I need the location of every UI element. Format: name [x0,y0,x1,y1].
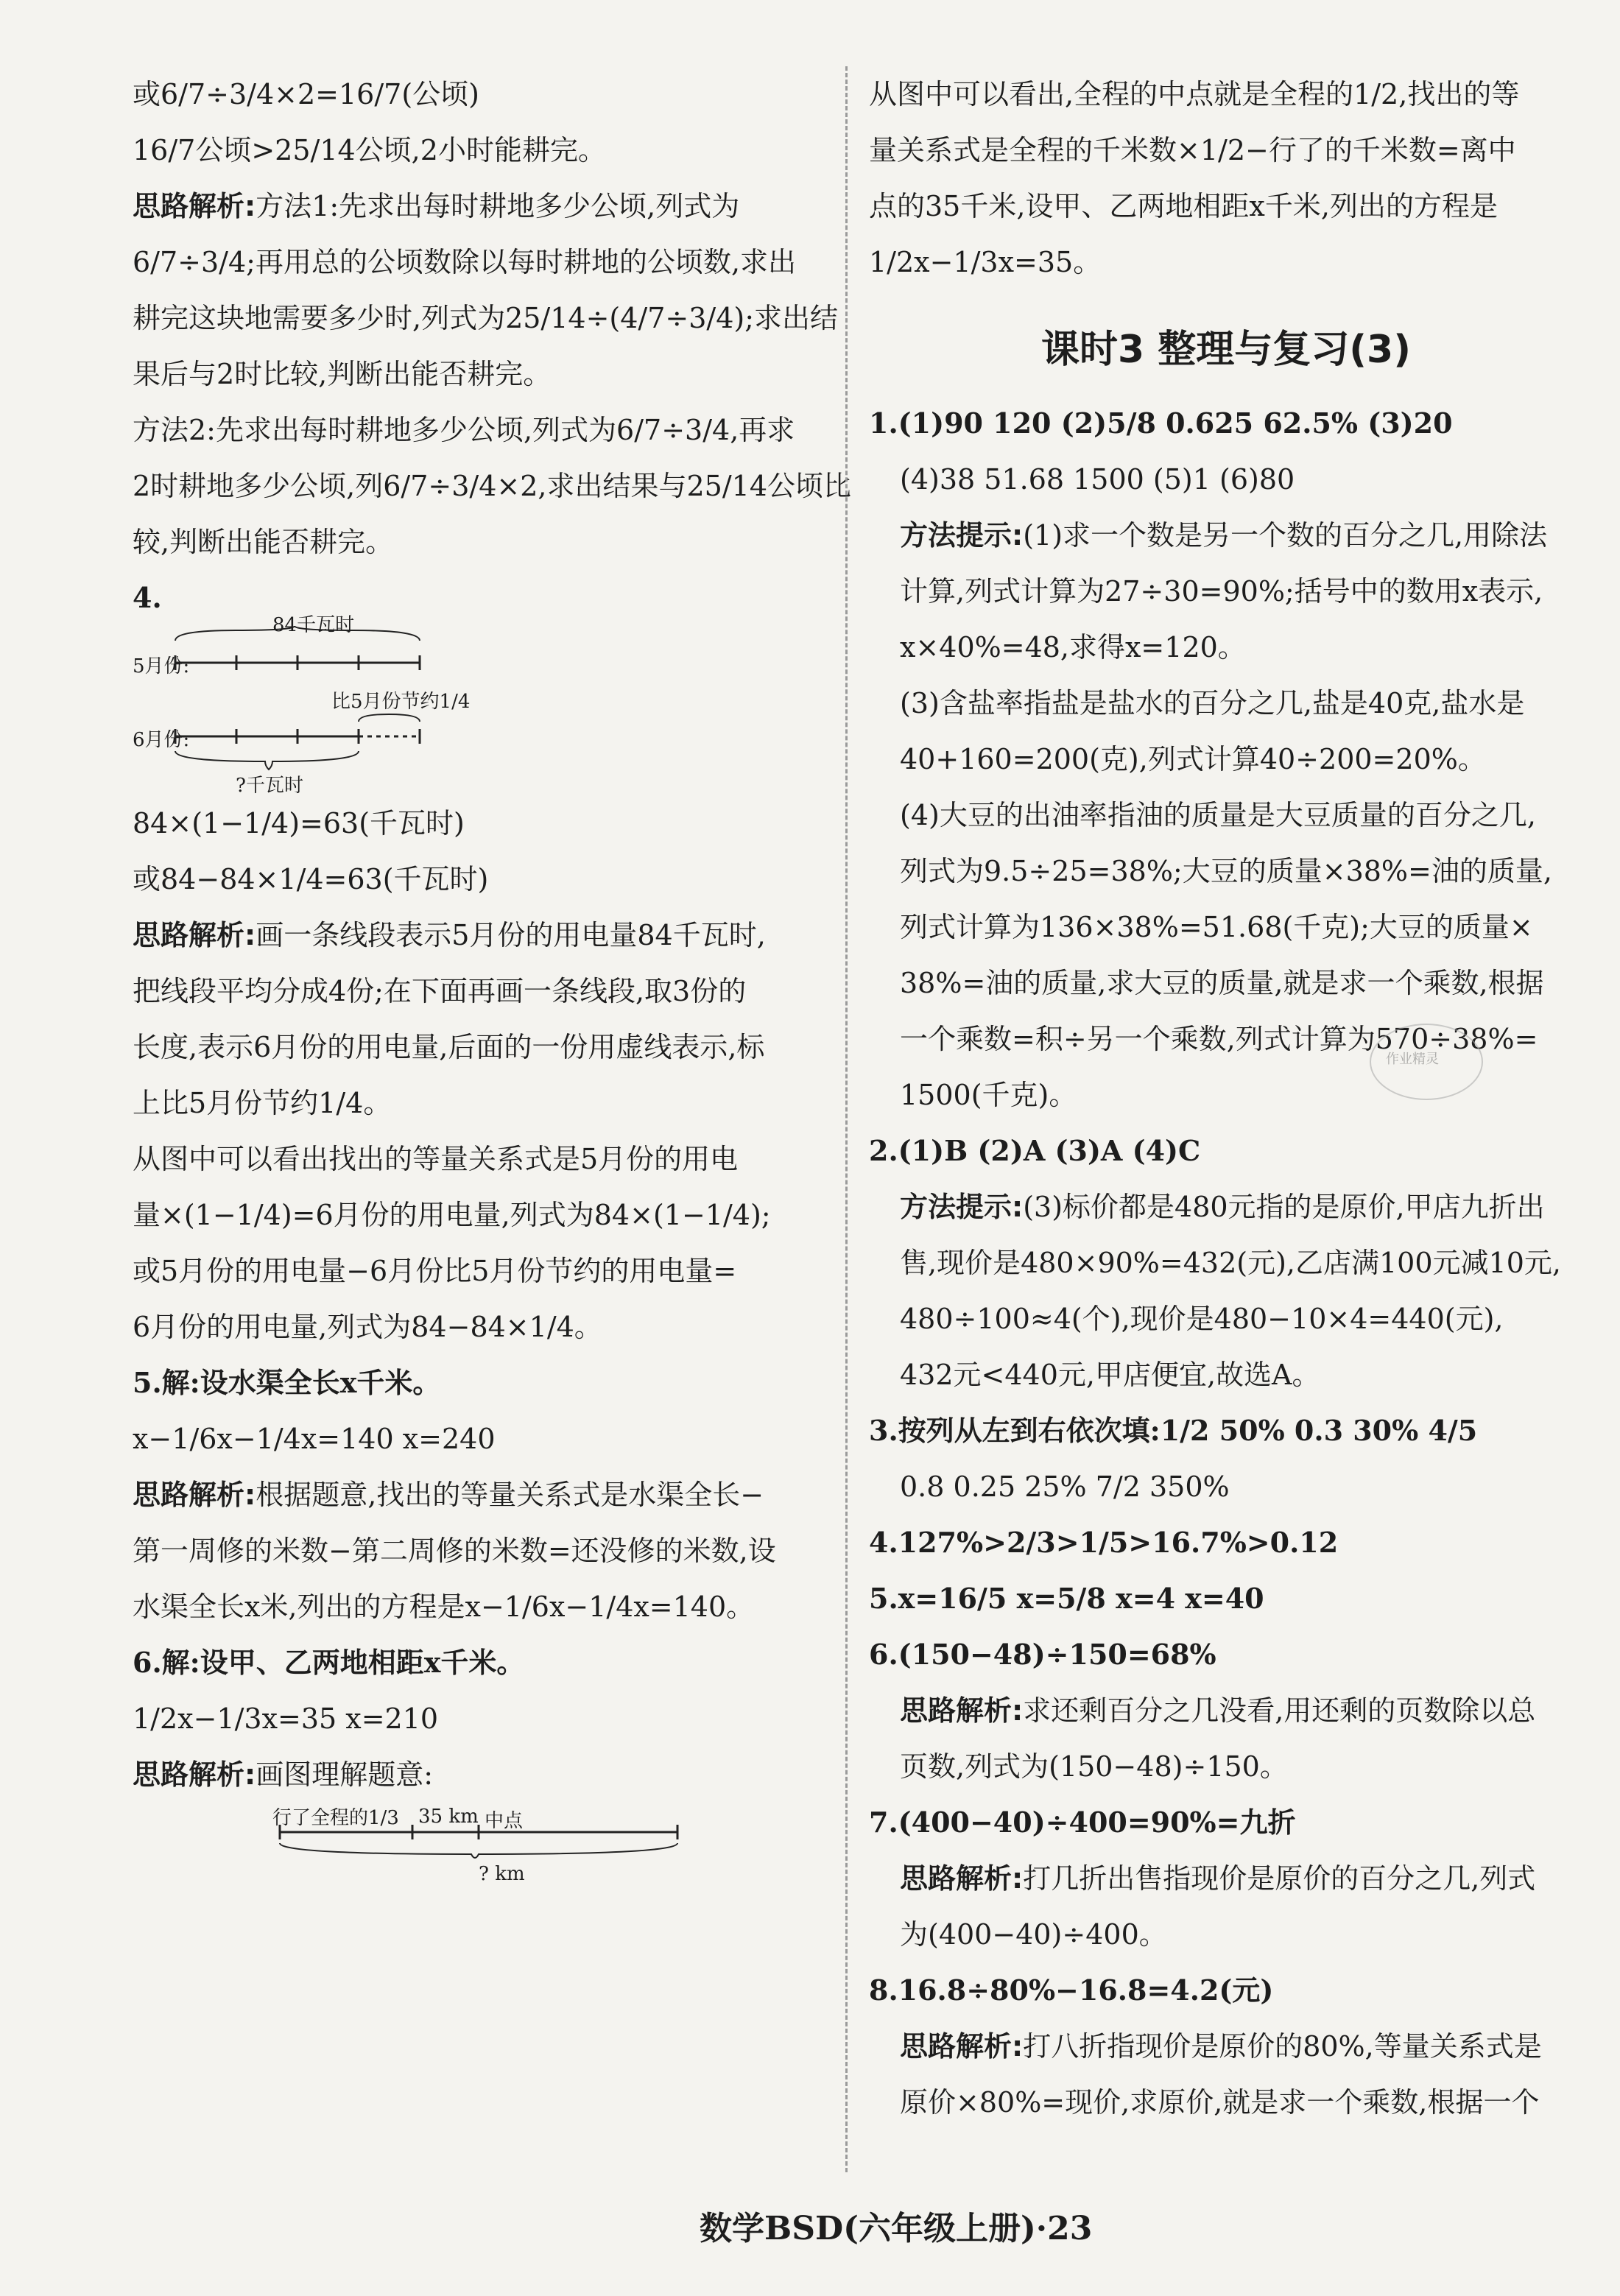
question-heading: 5.解:设水渠全长x千米。 [133,1366,441,1399]
hint-label: 方法提示: [900,1191,1024,1223]
hint-line: x×40%=48,求得x=120。 [900,631,1246,663]
explanation-line: 量关系式是全程的千米数×1/2−行了的千米数=离中 [869,134,1516,166]
explanation-line: 水渠全长x米,列出的方程是x−1/6x−1/4x=140。 [133,1591,755,1623]
diagram-label-midpoint: 中点 [485,1810,524,1832]
diagram-label-total: 84千瓦时 [272,614,355,636]
explanation-line: 为(400−40)÷400。 [900,1918,1167,1951]
section-title: 课时3 整理与复习(3) [1041,328,1411,372]
explanation-label: 思路解析: [900,1694,1024,1727]
explanation-line: 较,判断出能否耕完。 [133,526,394,558]
answer-line: x−1/6x−1/4x=140 x=240 [133,1423,496,1455]
answer-line: 0.8 0.25 25% 7/2 350% [900,1471,1230,1503]
hint-line: 432元<440元,甲店便宜,故选A。 [900,1359,1320,1391]
left-column [133,66,852,1891]
hint-line: 40+160=200(克),列式计算40÷200=20%。 [900,743,1486,775]
explanation-line: 方法2:先求出每时耕地多少公顷,列式为6/7÷3/4,再求 [133,414,795,446]
hint-line: 售,现价是480×90%=432(元),乙店满100元减10元, [900,1247,1561,1279]
answer-line: 或6/7÷3/4×2=16/7(公顷) [133,78,479,110]
explanation-line: 耕完这块地需要多少时,列式为25/14÷(4/7÷3/4);求出结 [133,302,839,334]
explanation-label: 思路解析: [133,919,256,951]
hint-label: 方法提示: [900,519,1024,552]
column-divider [845,66,848,2172]
explanation-text: 打八折指现价是原价的80%,等量关系式是 [1023,2030,1542,2063]
hint-line: 38%=油的质量,求大豆的质量,就是求一个乘数,根据 [900,967,1544,999]
explanation-label: 思路解析: [133,1479,256,1511]
hint-line: 列式计算为136×38%=51.68(千克);大豆的质量× [900,911,1533,943]
stamp-text: 作业精灵 [1386,1052,1439,1067]
answer-line: 8.16.8÷80%−16.8=4.2(元) [869,1973,1274,2007]
question-heading: 6.解:设甲、乙两地相距x千米。 [133,1646,525,1679]
explanation-line [133,178,839,234]
explanation-line [869,1683,1583,1739]
explanation-text: 方法1:先求出每时耕地多少公顷,列式为 [256,190,740,222]
explanation-line: 从图中可以看出,全程的中点就是全程的1/2,找出的等 [869,78,1520,110]
answer-line: 16/7公顷>25/14公顷,2小时能耕完。 [133,134,606,166]
diagram-label-may: 5月份: [133,655,190,677]
explanation-line [133,1747,839,1803]
explanation-text: 打几折出售指现价是原价的百分之几,列式 [1023,1862,1536,1895]
diagram-label-35km: 35 km [418,1806,479,1828]
hint-line: 列式为9.5÷25=38%;大豆的质量×38%=油的质量, [900,855,1552,887]
explanation-line: 长度,表示6月份的用电量,后面的一份用虚线表示,标 [133,1031,765,1063]
hint-line [869,1179,1583,1235]
answer-line: 7.(400−40)÷400=90%=九折 [869,1806,1296,1839]
explanation-text: 画图理解题意: [256,1758,434,1791]
answer-line: (4)38 51.68 1500 (5)1 (6)80 [900,463,1295,496]
explanation-line: 量×(1−1/4)=6月份的用电量,列式为84×(1−1/4); [133,1199,771,1231]
explanation-text: 画一条线段表示5月份的用电量84千瓦时, [256,919,766,951]
hint-line: (4)大豆的出油率指油的质量是大豆质量的百分之几, [900,799,1536,831]
explanation-label: 思路解析: [900,1862,1024,1895]
answer-line: 84×(1−1/4)=63(千瓦时) [133,807,465,839]
explanation-label: 思路解析: [133,1758,256,1791]
question-number: 4. [133,581,162,614]
answer-line: 6.(150−48)÷150=68% [869,1638,1216,1671]
explanation-line [133,1467,839,1523]
hint-line: 1500(千克)。 [900,1079,1077,1111]
page-footer: 数学BSD(六年级上册)·23 [700,2210,1093,2247]
line-segment-diagram-electricity [133,614,839,797]
explanation-line: 或5月份的用电量−6月份比5月份节约的用电量= [133,1255,737,1287]
answer-line: 3.按列从左到右依次填:1/2 50% 0.3 30% 4/5 [869,1414,1478,1447]
explanation-line [869,1850,1583,1906]
explanation-line: 点的35千米,设甲、乙两地相距x千米,列出的方程是 [869,190,1498,222]
hint-line: (3)含盐率指盐是盐水的百分之几,盐是40克,盐水是 [900,687,1525,719]
explanation-line [133,907,839,963]
brace-bottom [175,751,359,770]
explanation-line: 上比5月份节约1/4。 [133,1087,392,1119]
explanation-line: 原价×80%=现价,求原价,就是求一个乘数,根据一个 [900,2086,1540,2119]
explanation-text: 求还剩百分之几没看,用还剩的页数除以总 [1023,1694,1536,1727]
hint-line: 计算,列式计算为27÷30=90%;括号中的数用x表示, [900,575,1543,608]
watermark-stamp [1370,1024,1483,1100]
hint-text: (1)求一个数是另一个数的百分之几,用除法 [1023,519,1548,552]
explanation-line [869,2018,1583,2074]
answer-line: 1/2x−1/3x=35 x=210 [133,1702,439,1735]
diagram-label-unknown: ? km [479,1863,525,1885]
explanation-line: 从图中可以看出找出的等量关系式是5月份的用电 [133,1143,739,1175]
answer-line: 2.(1)B (2)A (3)A (4)C [869,1134,1201,1167]
answer-line: 或84−84×1/4=63(千瓦时) [133,863,489,895]
explanation-label: 思路解析: [133,190,256,222]
explanation-line: 6月份的用电量,列式为84−84×1/4。 [133,1311,602,1343]
answer-line: 1.(1)90 120 (2)5/8 0.625 62.5% (3)20 [869,406,1453,440]
hint-line [869,507,1583,563]
explanation-line: 1/2x−1/3x=35。 [869,246,1102,278]
explanation-line: 2时耕地多少公顷,列6/7÷3/4×2,求出结果与25/14公顷比 [133,470,852,502]
explanation-line: 果后与2时比较,判断出能否耕完。 [133,358,552,390]
right-column [869,66,1583,2130]
explanation-line: 页数,列式为(150−48)÷150。 [900,1750,1288,1783]
explanation-line: 6/7÷3/4;再用总的公顷数除以每时耕地的公顷数,求出 [133,246,797,278]
explanation-label: 思路解析: [900,2030,1024,2063]
diagram-label-saved: 比5月份节约1/4 [331,691,471,713]
hint-line: 一个乘数=积÷另一个乘数,列式计算为570÷38%= [900,1023,1538,1055]
brace-bottom [280,1843,677,1858]
hint-text: (3)标价都是480元指的是原价,甲店九折出 [1023,1191,1545,1223]
diagram-label-travelled: 行了全程的1/3 [272,1807,399,1829]
explanation-line: 把线段平均分成4份;在下面再画一条线段,取3份的 [133,975,747,1007]
diagram-label-june: 6月份: [133,729,190,751]
line-segment-diagram-distance [133,1803,839,1891]
hint-line: 480÷100≈4(个),现价是480−10×4=440(元), [900,1303,1504,1335]
explanation-line: 第一周修的米数−第二周修的米数=还没修的米数,设 [133,1535,776,1567]
explanation-text: 根据题意,找出的等量关系式是水渠全长− [256,1479,764,1511]
diagram-label-unknown: ?千瓦时 [236,775,303,797]
answer-line: 4.127%>2/3>1/5>16.7%>0.12 [869,1526,1339,1559]
answer-line: 5.x=16/5 x=5/8 x=4 x=40 [869,1582,1264,1615]
brace-saved [359,714,420,722]
